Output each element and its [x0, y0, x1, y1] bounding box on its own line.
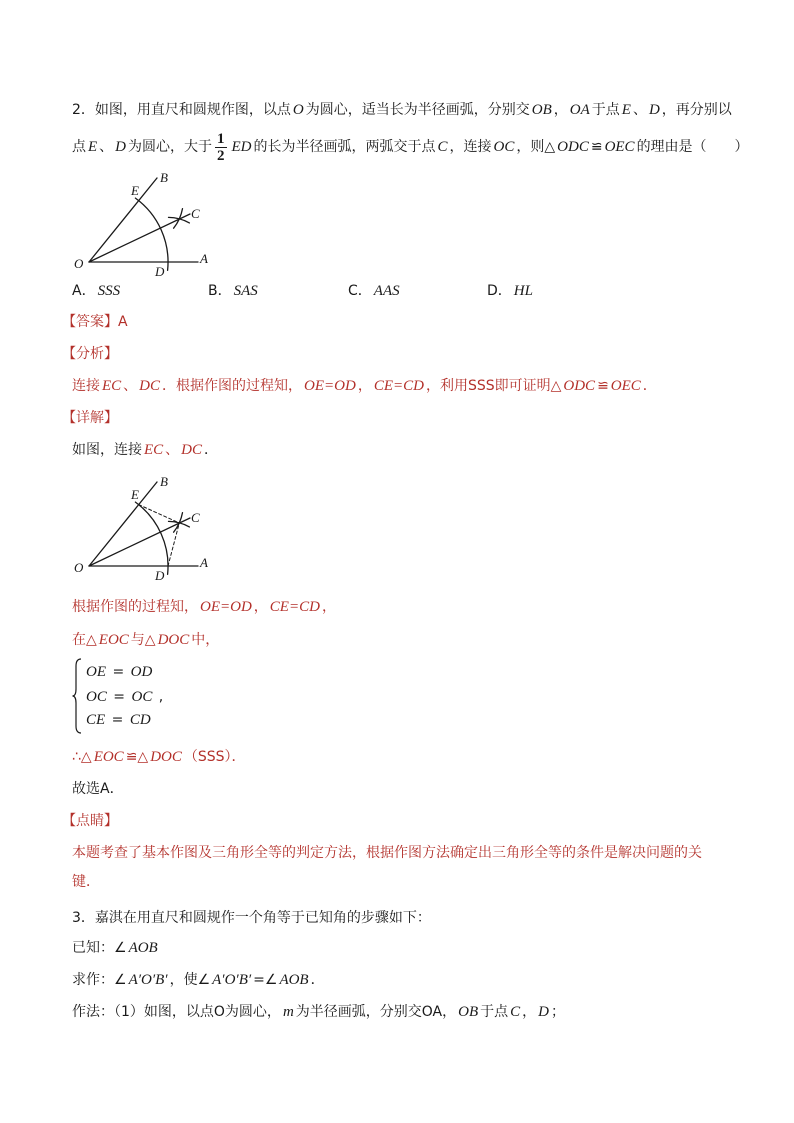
text-run: ≌ [597, 378, 609, 394]
arc-centered-o [135, 502, 168, 574]
math-variable: m [282, 1004, 294, 1020]
problem2-stem-line1 [72, 99, 732, 121]
text-run: 为圆心，适当长为半径画弧，分别交 [305, 102, 530, 118]
text-run: ， [321, 599, 336, 615]
text-run: ， [553, 102, 568, 118]
text-run: ，连接 [449, 139, 492, 155]
text-run: =∠ [253, 972, 278, 988]
text-run: 的理由是（ ） [636, 139, 749, 155]
point-label-b: B [160, 474, 168, 489]
text-run: A． [72, 283, 96, 299]
ray-oc [89, 518, 190, 566]
text-run: 与△ [130, 632, 156, 648]
dashed-segment-dc [168, 523, 179, 566]
solution-figure [60, 469, 220, 584]
math-variable: OB [458, 1004, 479, 1020]
math-variable: D [115, 139, 127, 155]
text-run: 在△ [72, 632, 97, 648]
text-run: ，利用SSS即可证明△ [425, 378, 562, 394]
math-variable: ODC [563, 378, 596, 394]
point-label-d: D [155, 264, 165, 279]
figure-strokes [89, 178, 198, 270]
equation-row-3 [84, 708, 153, 732]
fraction-denominator: 2 [217, 147, 225, 164]
text-run: 于点 [591, 102, 620, 118]
text-run: 求作：∠ [72, 972, 127, 988]
text-run: , [154, 689, 164, 705]
equation-row-2 [84, 685, 163, 709]
text-run: ≌ [590, 139, 603, 155]
math-variable: O [292, 102, 304, 118]
fraction-numerator: 1 [217, 130, 225, 147]
equation-system [72, 658, 202, 734]
math-variable: C [437, 139, 448, 155]
text-run: 中， [191, 632, 220, 648]
figure-strokes [89, 482, 198, 574]
text-run: 2．如图，用直尺和圆规作图，以点 [72, 102, 291, 118]
math-variable: C [510, 1004, 521, 1020]
text-run: 、 [99, 139, 114, 155]
math-variable: E [621, 102, 631, 118]
text-run: ，使∠ [169, 972, 211, 988]
text-run: （SSS）． [183, 749, 246, 765]
math-variable: CD [129, 712, 151, 728]
answer-line: 【答案】A [62, 314, 128, 330]
point-label-e: E [131, 487, 139, 502]
detail-choice: 故选A． [72, 781, 124, 797]
math-variable: OC [493, 139, 515, 155]
option-d [487, 280, 535, 302]
point-label-d: D [155, 568, 165, 583]
construction-figure [60, 165, 220, 280]
math-variable: AOB [279, 972, 309, 988]
math-variable: OE=OD [200, 599, 252, 615]
math-variable: DC [139, 378, 161, 394]
math-variable: DOC [157, 632, 190, 648]
math-variable: E [88, 139, 98, 155]
option-b [208, 280, 260, 302]
math-variable: HL [513, 283, 533, 299]
text-run: 如图，连接 [72, 442, 142, 458]
text-run: 、 [165, 442, 180, 458]
math-variable: SSS [97, 283, 121, 299]
math-variable: OA [569, 102, 590, 118]
point-label-a: A [200, 555, 208, 570]
text-run: ． [642, 378, 657, 394]
math-variable: SAS [233, 283, 258, 299]
detail-intro [72, 439, 218, 461]
text-run: ， [522, 1004, 537, 1020]
math-variable: DOC [150, 749, 182, 765]
option-c [348, 280, 402, 302]
math-variable: A′O′B′ [128, 972, 168, 988]
ray-ob [89, 178, 157, 262]
text-run: ． [310, 972, 325, 988]
math-variable: EC [144, 442, 164, 458]
math-variable: ED [231, 139, 252, 155]
math-variable: OC [131, 689, 153, 705]
point-label-c: C [191, 206, 200, 221]
text-run: B． [208, 283, 232, 299]
detail-conclusion [72, 746, 246, 768]
point-label-a: A [200, 251, 208, 266]
math-variable: CE=CD [269, 599, 320, 615]
text-run: ，再分别以 [661, 102, 732, 118]
math-variable: CE=CD [373, 378, 424, 394]
ray-oc [89, 214, 190, 262]
dashed-segment-ec [139, 505, 180, 523]
text-run: ，则△ [516, 139, 556, 155]
text-run: D． [487, 283, 512, 299]
problem3-given [72, 937, 160, 959]
math-variable: EOC [98, 632, 129, 648]
text-run: = [108, 664, 129, 680]
text-run: ．根据作图的过程知， [162, 378, 303, 394]
text-run: 于点 [480, 1004, 509, 1020]
arc-centered-o [135, 198, 168, 270]
text-run: = [107, 712, 128, 728]
problem3-construct [72, 969, 325, 991]
equation-row-1 [84, 660, 154, 684]
math-variable: OEC [604, 139, 635, 155]
text-run: 为半径画弧，分别交OA， [295, 1004, 457, 1020]
math-variable: OE=OD [304, 378, 356, 394]
point-label-c: C [191, 510, 200, 525]
math-variable: OB [531, 102, 552, 118]
math-variable: EC [102, 378, 122, 394]
detail-heading: 【详解】 [62, 410, 118, 426]
analysis-heading: 【分析】 [62, 346, 118, 362]
point-label-o: O [74, 256, 84, 271]
point-label-e: E [131, 183, 139, 198]
ray-ob [89, 482, 157, 566]
math-variable: OC [86, 689, 107, 705]
point-label-o: O [74, 560, 84, 575]
text-run: ． [204, 442, 219, 458]
math-variable: EOC [93, 749, 124, 765]
text-run: ≌△ [125, 749, 149, 765]
text-run: 、 [123, 378, 138, 394]
math-variable: D [538, 1004, 549, 1020]
fraction [215, 131, 227, 164]
text-run: 、 [632, 102, 647, 118]
text-run: ； [551, 1004, 565, 1020]
comment-heading: 【点睛】 [62, 813, 118, 829]
comment-line1: 本题考查了基本作图及三角形全等的判定方法，根据作图方法确定出三角形全等的条件是解决问题的关 [72, 845, 702, 861]
text-run: ∴△ [72, 749, 92, 765]
detail-given [72, 596, 336, 618]
math-variable: AAS [373, 283, 400, 299]
text-run: 连接 [72, 378, 100, 394]
math-variable: A′O′B′ [212, 972, 252, 988]
math-variable: OE [86, 664, 106, 680]
problem3-method [72, 1001, 565, 1023]
math-variable: ODC [557, 139, 589, 155]
point-label-b: B [160, 170, 168, 185]
text-run: ， [357, 378, 372, 394]
math-variable: DC [181, 442, 203, 458]
problem2-stem-line2 [72, 127, 749, 167]
text-run: 的长为半径画弧，两弧交于点 [253, 139, 436, 155]
option-a [72, 280, 122, 302]
text-run: C． [348, 283, 372, 299]
math-variable: OD [130, 664, 153, 680]
text-run: = [108, 689, 130, 705]
text-run: 点 [72, 139, 86, 155]
analysis-text [72, 375, 657, 397]
problem3-intro: 3．嘉淇在用直尺和圆规作一个角等于已知角的步骤如下： [72, 910, 431, 926]
text-run: 根据作图的过程知， [72, 599, 198, 615]
math-variable: CE [86, 712, 106, 728]
comment-line2: 键． [72, 874, 100, 890]
text-run: 为圆心，大于 [128, 139, 213, 155]
math-variable: D [648, 102, 660, 118]
left-brace-icon [72, 658, 82, 734]
detail-in-triangles [72, 629, 219, 651]
text-run: 已知：∠ [72, 940, 127, 956]
text-run: 作法：（1）如图，以点O为圆心， [72, 1004, 281, 1020]
text-run: ， [253, 599, 268, 615]
math-variable: AOB [128, 940, 158, 956]
math-variable: OEC [610, 378, 641, 394]
